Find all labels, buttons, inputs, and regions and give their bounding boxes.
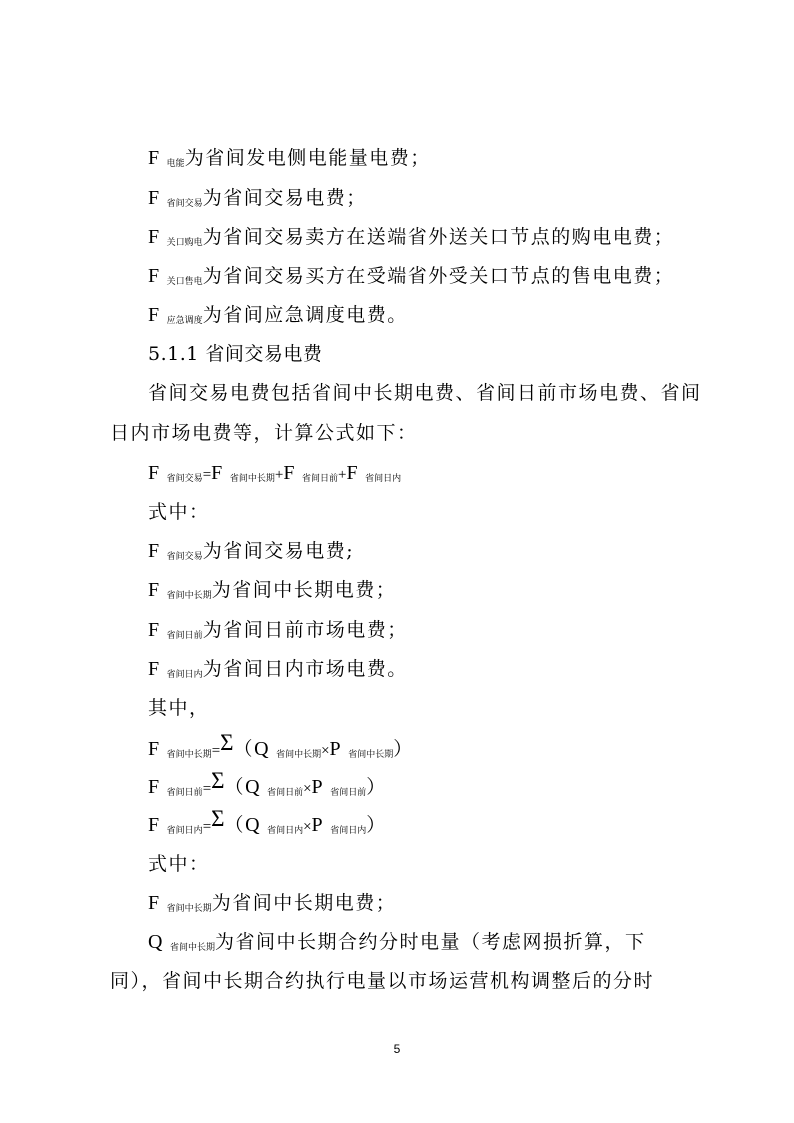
- formula-line: [148, 768, 387, 805]
- times-sign: ×: [303, 781, 312, 797]
- equals-sign: =: [211, 743, 221, 759]
- variable-symbol: F: [148, 304, 160, 326]
- among-label: 其中，: [148, 697, 210, 719]
- definition-line: [148, 186, 367, 216]
- variable-subscript: 省间日前: [267, 788, 304, 798]
- variable-subscript: 省间中长期: [166, 904, 212, 914]
- right-paren: ）: [366, 814, 387, 836]
- variable-symbol: F: [148, 892, 160, 914]
- variable-symbol: F: [148, 658, 160, 680]
- formula-line: [148, 730, 414, 767]
- variable-subscript: 省间中长期: [170, 943, 216, 953]
- formula-line: [148, 806, 387, 843]
- left-paren: （: [224, 776, 246, 798]
- variable-subscript: 省间日内: [365, 474, 402, 484]
- variable-symbol: Q: [254, 738, 269, 760]
- variable-symbol: F: [148, 265, 160, 287]
- variable-subscript: 省间日前: [330, 788, 367, 798]
- variable-subscript: 省间中长期: [348, 750, 394, 760]
- variable-symbol: F: [148, 738, 160, 760]
- variable-symbol: P: [311, 814, 323, 836]
- equals-sign: =: [202, 819, 212, 835]
- variable-subscript: 省间日前: [301, 474, 338, 484]
- definition-text: 为省间中长期电费；: [211, 892, 397, 914]
- where-label: 式中：: [148, 501, 210, 523]
- paragraph-line: 日内市场电费等，计算公式如下：: [110, 422, 418, 444]
- definition-line: [148, 539, 354, 569]
- definition-line: [148, 657, 408, 687]
- definition-text: 为省间发电侧电能量电费；: [184, 147, 431, 169]
- variable-symbol: F: [283, 462, 295, 484]
- variable-subscript: 省间交易: [166, 552, 203, 562]
- variable-subscript: 省间日内: [166, 826, 203, 836]
- equals-sign: =: [202, 781, 212, 797]
- variable-subscript: 省间日内: [267, 826, 304, 836]
- plus-sign: +: [274, 467, 284, 483]
- section-heading: 5.1.1 省间交易电费: [148, 343, 323, 365]
- variable-symbol: F: [346, 462, 358, 484]
- left-paren: （: [233, 738, 255, 760]
- sigma-symbol: Σ: [211, 806, 225, 831]
- times-sign: ×: [303, 819, 312, 835]
- variable-symbol: F: [148, 540, 160, 562]
- variable-subscript: 关口购电: [166, 238, 203, 248]
- definition-line: [148, 225, 674, 255]
- definition-text: 为省间中长期电费；: [211, 579, 397, 601]
- definition-text: 为省间应急调度电费。: [202, 304, 408, 326]
- variable-subscript: 关口售电: [166, 277, 203, 287]
- definition-line: [148, 578, 396, 608]
- variable-subscript: 省间中长期: [276, 750, 322, 760]
- right-paren: ）: [366, 776, 387, 798]
- left-paren: （: [224, 814, 246, 836]
- variable-symbol: Q: [148, 931, 163, 953]
- definition-line: [148, 618, 408, 648]
- variable-subscript: 省间日内: [330, 826, 367, 836]
- definition-text: 为省间交易电费；: [202, 187, 367, 209]
- right-paren: ）: [393, 738, 414, 760]
- definition-text: 为省间交易买方在受端省外受关口节点的售电电费；: [202, 265, 675, 287]
- variable-subscript: 省间日前: [166, 788, 203, 798]
- variable-symbol: P: [329, 738, 341, 760]
- variable-symbol: F: [211, 462, 223, 484]
- variable-subscript: 省间日内: [166, 670, 203, 680]
- variable-symbol: F: [148, 147, 160, 169]
- variable-symbol: F: [148, 776, 160, 798]
- definition-line: [148, 891, 396, 921]
- variable-subscript: 省间中长期: [166, 591, 212, 601]
- definition-line: [148, 930, 646, 960]
- paragraph-line: 同），省间中长期合约执行电量以市场运营机构调整后的分时: [110, 970, 655, 992]
- variable-subscript: 省间日前: [166, 631, 203, 641]
- definition-line: [148, 264, 674, 294]
- definition-text: 为省间交易卖方在送端省外送关口节点的购电电费；: [202, 226, 675, 248]
- formula-main: [148, 461, 401, 491]
- variable-symbol: P: [311, 776, 323, 798]
- plus-sign: +: [338, 467, 347, 483]
- equals-sign: =: [202, 467, 212, 483]
- paragraph-line: 省间交易电费包括省间中长期电费、省间日前市场电费、省间: [148, 382, 702, 404]
- variable-subscript: 省间交易: [166, 474, 203, 484]
- variable-subscript: 省间中长期: [229, 474, 275, 484]
- definition-line: [148, 146, 431, 176]
- variable-subscript: 应急调度: [166, 316, 203, 326]
- sigma-symbol: Σ: [220, 730, 234, 755]
- variable-subscript: 电能: [166, 159, 185, 169]
- variable-symbol: Q: [245, 776, 260, 798]
- definition-line: [148, 303, 408, 333]
- definition-text: 为省间交易电费;: [202, 540, 355, 562]
- variable-symbol: F: [148, 226, 160, 248]
- definition-text: 为省间中长期合约分时电量（考虑网损折算，下: [215, 931, 646, 953]
- variable-symbol: F: [148, 187, 160, 209]
- definition-text: 为省间日内市场电费。: [202, 658, 408, 680]
- variable-symbol: F: [148, 579, 160, 601]
- variable-symbol: Q: [245, 814, 260, 836]
- sigma-symbol: Σ: [211, 768, 225, 793]
- variable-symbol: F: [148, 462, 160, 484]
- variable-subscript: 省间交易: [166, 199, 203, 209]
- times-sign: ×: [321, 743, 330, 759]
- definition-text: 为省间日前市场电费；: [202, 619, 408, 641]
- variable-subscript: 省间中长期: [166, 750, 212, 760]
- variable-symbol: F: [148, 814, 160, 836]
- where-label: 式中：: [148, 853, 210, 875]
- page-number: 5: [393, 1042, 401, 1056]
- variable-symbol: F: [148, 619, 160, 641]
